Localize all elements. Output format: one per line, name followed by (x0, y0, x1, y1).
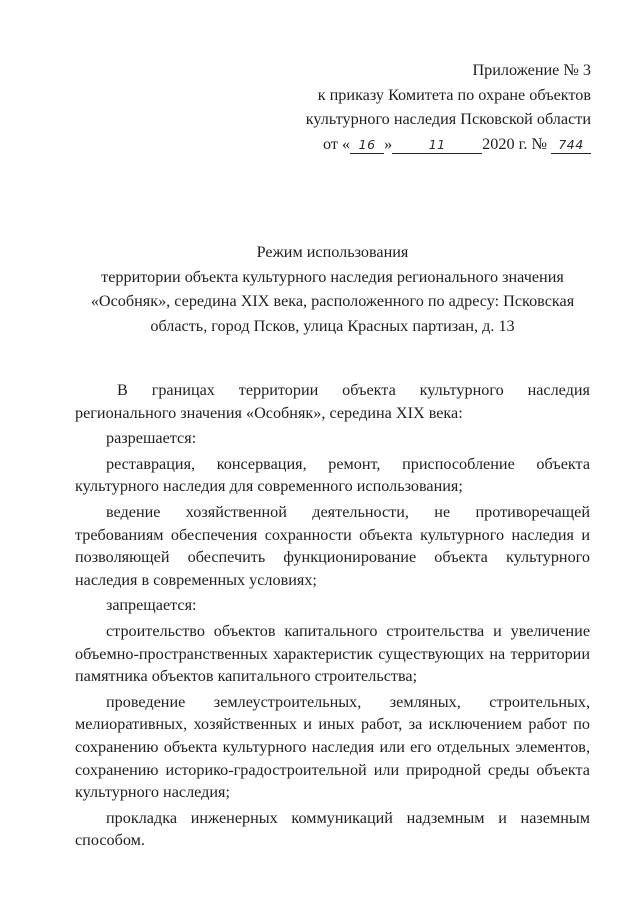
date-mid: » (384, 134, 393, 153)
allowed-item-2: ведение хозяйственной деятельности, не противоречащей требованиям обеспечения сохранности объекта культурного наследия и позволяющей обеспечить функционирование объекта культурного наследия в современных условиях; (75, 502, 590, 589)
date-month-field (392, 136, 482, 154)
forbidden-item-1: строительство объектов капитального строительства и увеличение объемно-пространственных характеристик существующих на территории памятника объектов капитального строительства; (75, 621, 590, 686)
intro-paragraph: В границах территории объекта культурного наследия регионального значения «Особняк», середина XIX века: (75, 381, 590, 422)
date-day-field (350, 136, 384, 154)
order-number-handwritten: 744 (558, 136, 584, 152)
document-body (75, 379, 590, 855)
forbidden-item-3: прокладка инженерных коммуникаций надземным и наземным способом. (75, 808, 590, 850)
order-date-line (306, 132, 591, 157)
appendix-number: Приложение № 3 (472, 61, 591, 79)
title-line-3: «Особняк», середина XIX века, расположенного по адресу: Псковская (90, 292, 575, 310)
allowed-item-1: реставрация, консервация, ремонт, приспособление объекта культурного наследия для современного использования; (75, 454, 590, 496)
title-line-4: область, город Псков, улица Красных партизан, д. 13 (150, 316, 515, 335)
date-month-handwritten: 11 (428, 136, 446, 152)
title-line-2: территории объекта культурного наследия регионального значения (101, 267, 564, 286)
document-title (75, 240, 590, 338)
appendix-header (306, 58, 591, 156)
forbidden-item-2: проведение землеустроительных, земляных, строительных, мелиоративных, хозяйственных и иных работ, за исключением работ по сохранению объекта культурного наследия или его отдельных элементов, сохранению историко-градостроительной или природной среды объекта культурного наследия; (75, 692, 590, 802)
date-day-handwritten: 16 (358, 136, 376, 152)
order-number-field (551, 136, 591, 154)
forbidden-label: запрещается: (106, 596, 197, 615)
order-reference: к приказу Комитета по охране объектов (317, 85, 591, 104)
date-prefix: от « (322, 134, 351, 153)
committee-name: культурного наследия Псковской области (305, 110, 591, 128)
date-year: 2020 г. № (482, 134, 547, 153)
title-line-1: Режим использования (256, 243, 409, 261)
allowed-label: разрешается: (106, 429, 197, 448)
